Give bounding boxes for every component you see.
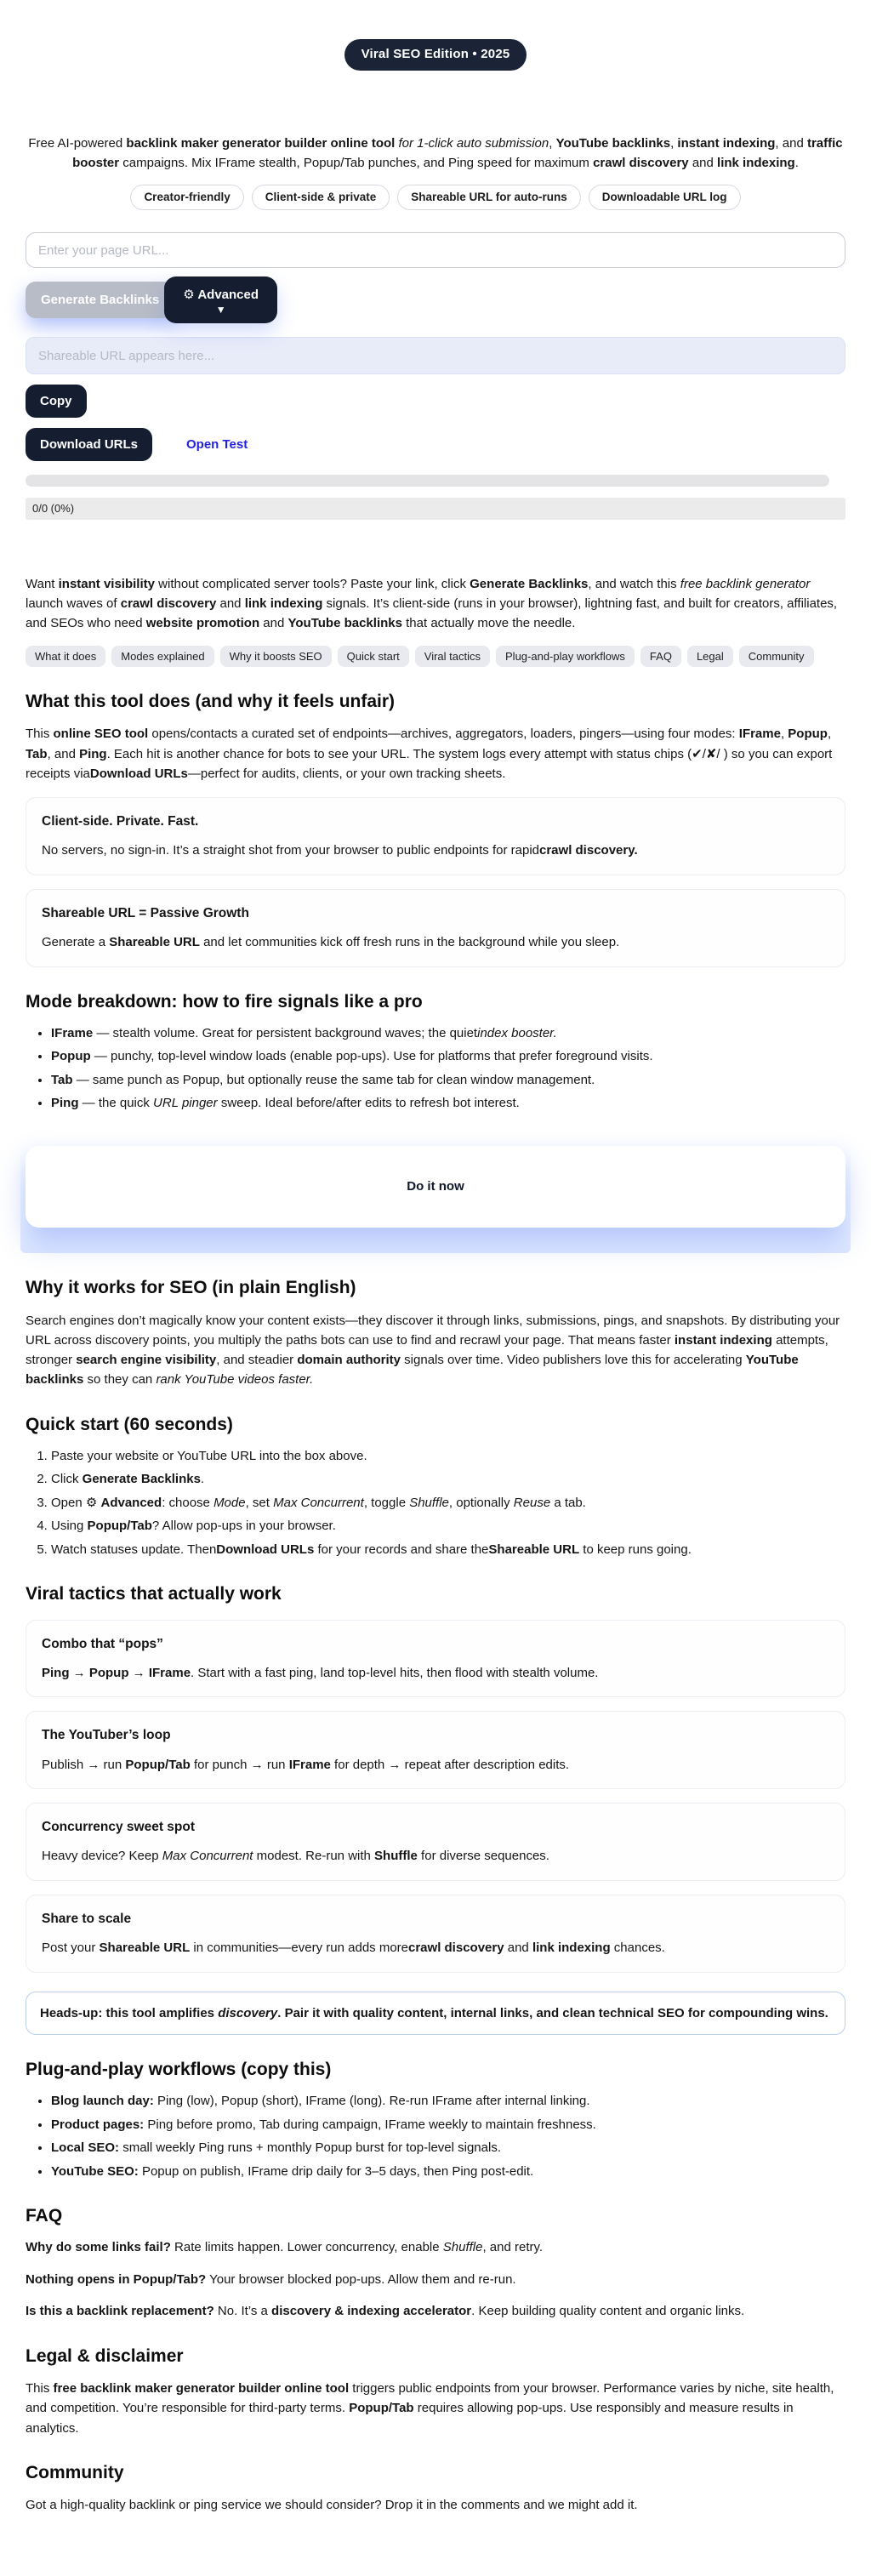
step-item-1: 1. Paste your website or YouTube URL into the box above.: [51, 1447, 845, 1467]
shareable-url-card-title: Shareable URL = Passive Growth: [42, 905, 249, 920]
tactic-title-youtuber-loop: The YouTuber’s loop: [42, 1728, 171, 1743]
chevron-down-icon: ▼: [215, 304, 226, 316]
download-row: [26, 428, 845, 461]
tactic-card-youtuber-loop: [26, 1711, 845, 1789]
download-urls-button[interactable]: Download URLs: [26, 428, 152, 461]
nav-chip-faq[interactable]: FAQ: [640, 646, 681, 668]
feature-chip-creator-friendly: Creator-friendly: [130, 185, 243, 210]
action-button-row: [26, 276, 845, 323]
copy-button[interactable]: Copy: [26, 385, 87, 418]
workflow-item-product: • Product pages: Ping before promo, Tab during campaign, IFrame weekly to maintain freshness.: [51, 2116, 845, 2135]
step-item-3: 3. Open ⚙ Advanced: choose Mode, set Max Concurrent, toggle Shuffle, optionally Reuse a tab.: [51, 1494, 845, 1513]
modes-list: [51, 1024, 845, 1114]
mode-item-popup: • Popup — punchy, top-level window loads (enable pop-ups). Use for platforms that prefer foreground visits.: [51, 1047, 845, 1067]
tactic-card-combo: [26, 1620, 845, 1698]
mode-item-tab: • Tab — same punch as Popup, but optionally reuse the same tab for clean window management.: [51, 1071, 845, 1091]
what-it-does-heading: What this tool does (and why it feels unfair): [26, 692, 396, 711]
status-text: 0/0 (0%): [26, 498, 845, 520]
why-heading: Why it works for SEO (in plain English): [26, 1278, 356, 1298]
copy-row: [26, 385, 845, 418]
community-text: Got a high-quality backlink or ping service we should consider? Drop it in the comments and we might add it.: [26, 2498, 638, 2512]
modes-heading: Mode breakdown: how to fire signals like a pro: [26, 991, 423, 1012]
faq-item-popup-blocked: Nothing opens in Popup/Tab? Your browser blocked pop-ups. Allow them and re-run.: [26, 2271, 516, 2287]
advanced-label-line: [183, 287, 259, 302]
client-side-card-title: Client-side. Private. Fast.: [42, 814, 199, 829]
nav-chip-legal[interactable]: Legal: [687, 646, 733, 668]
nav-chip-what-it-does[interactable]: What it does: [26, 646, 105, 668]
mode-item-iframe: • IFrame — stealth volume. Great for persistent background waves; the quietindex booster.: [51, 1024, 845, 1044]
feature-chip-shareable-url: Shareable URL for auto-runs: [397, 185, 581, 210]
generate-backlinks-button[interactable]: Generate Backlinks: [26, 282, 174, 318]
tactics-heading: Viral tactics that actually work: [26, 1584, 282, 1604]
progress-bar: [26, 475, 829, 487]
workflow-item-youtube: • YouTube SEO: Popup on publish, IFrame drip daily for 3–5 days, then Ping post-edit.: [51, 2163, 845, 2182]
nav-chip-viral-tactics[interactable]: Viral tactics: [415, 646, 490, 668]
open-test-link[interactable]: Open Test: [186, 436, 248, 452]
feature-chips: [26, 185, 845, 210]
nav-chip-modes-explained[interactable]: Modes explained: [111, 646, 213, 668]
nav-chip-quick-start[interactable]: Quick start: [338, 646, 409, 668]
workflows-list: [51, 2092, 845, 2181]
nav-chip-workflows[interactable]: Plug-and-play workflows: [496, 646, 635, 668]
feature-chip-client-side: Client-side & private: [252, 185, 390, 210]
step-item-5: 5. Watch statuses update. ThenDownload URLs for your records and share theShareable URL to keep runs going.: [51, 1541, 845, 1560]
url-input[interactable]: [26, 232, 845, 268]
faq-item-replacement: Is this a backlink replacement? No. It’s a discovery & indexing accelerator. Keep building quality content and organic links.: [26, 2304, 745, 2319]
gear-icon: ⚙: [183, 288, 195, 303]
heads-up-callout: Heads-up: this tool amplifies discovery. Pair it with quality content, internal links, and clean technical SEO for compounding wins.: [26, 1992, 845, 2035]
share-url-output[interactable]: [26, 337, 845, 374]
client-side-card-text: No servers, no sign-in. It’s a straight shot from your browser to public endpoints for rapidcrawl discovery.: [42, 843, 638, 858]
tactic-card-concurrency: [26, 1803, 845, 1881]
tactic-title-combo: Combo that “pops”: [42, 1636, 163, 1651]
tactic-card-share-to-scale: [26, 1895, 845, 1973]
mode-item-ping: • Ping — the quick URL pinger sweep. Ideal before/after edits to refresh bot interest.: [51, 1094, 845, 1114]
tactic-text-youtuber-loop: Publish → run Popup/Tab for punch → run IFrame for depth → repeat after description edits.: [42, 1757, 570, 1772]
workflows-heading: Plug-and-play workflows (copy this): [26, 2059, 332, 2079]
badge-row: [26, 39, 845, 71]
cta-section: [20, 1136, 851, 1254]
faq-item-links-fail: Why do some links fail? Rate limits happen. Lower concurrency, enable Shuffle, and retry.: [26, 2240, 544, 2255]
shareable-url-card-text: Generate a Shareable URL and let communities kick off fresh runs in the background while you sleep.: [42, 935, 620, 949]
step-item-2: 2. Click Generate Backlinks.: [51, 1470, 845, 1490]
step-item-4: 4. Using Popup/Tab? Allow pop-ups in your browser.: [51, 1517, 845, 1536]
shareable-url-card: [26, 889, 845, 967]
section-nav: [26, 646, 845, 668]
tactic-text-concurrency: Heavy device? Keep Max Concurrent modest. Re-run with Shuffle for diverse sequences.: [42, 1849, 549, 1864]
tactic-text-combo: Ping → Popup → IFrame. Start with a fast ping, land top-level hits, then flood with stealth volume.: [42, 1665, 599, 1680]
why-text: Search engines don’t magically know your content exists—they discover it through links, submissions, pings, and snapshots. By distributing your URL across discovery points, you multiply the paths bots can use to find and recrawl your page. That means faster instant indexing attempts, stronger search engine visibility, and steadier domain authority signals over time. Video publishers love this for accelerating YouTube backlinks so they can rank YouTube videos faster.: [26, 1313, 840, 1388]
community-heading: Community: [26, 2462, 124, 2482]
legal-text: This free backlink maker generator builder online tool triggers public endpoints from your browser. Performance varies by niche, site health, and competition. You’re responsible for third-party terms. Popup/Tab requires allowing pop-ups. Use responsibly and measure results in analytics.: [26, 2381, 834, 2436]
do-it-now-button[interactable]: Do it now: [26, 1146, 845, 1228]
intro-text: Free AI-powered backlink maker generator builder online tool for 1-click auto submission, YouTube backlinks, instant indexing, and traffic booster campaigns. Mix IFrame stealth, Popup/Tab punches, and Ping speed for maximum crawl discovery and link indexing.: [28, 135, 843, 170]
client-side-card: [26, 797, 845, 875]
workflow-item-blog: • Blog launch day: Ping (low), Popup (short), IFrame (long). Re-run IFrame after internal linking.: [51, 2092, 845, 2112]
tactic-text-share-to-scale: Post your Shareable URL in communities—every run adds morecrawl discovery and link indexing chances.: [42, 1941, 665, 1955]
feature-chip-downloadable-log: Downloadable URL log: [589, 185, 741, 210]
legal-heading: Legal & disclaimer: [26, 2345, 184, 2366]
nav-chip-community[interactable]: Community: [739, 646, 814, 668]
pitch-text: Want instant visibility without complicated server tools? Paste your link, click Generate Backlinks, and watch this free backlink generator launch waves of crawl discovery and link indexing signals. It’s client-side (runs in your browser), lightning fast, and built for creators, affiliates, and SEOs who need website promotion and YouTube backlinks that actually move the needle.: [26, 576, 838, 631]
quick-start-list: [51, 1447, 845, 1560]
faq-heading: FAQ: [26, 2206, 63, 2226]
advanced-label: Advanced: [197, 288, 259, 303]
edition-badge: Viral SEO Edition • 2025: [344, 39, 527, 71]
tactic-title-share-to-scale: Share to scale: [42, 1911, 132, 1926]
advanced-toggle-button[interactable]: [164, 276, 277, 323]
nav-chip-why-it-boosts-seo[interactable]: Why it boosts SEO: [220, 646, 332, 668]
workflow-item-local: • Local SEO: small weekly Ping runs + monthly Popup burst for top-level signals.: [51, 2139, 845, 2158]
tactic-title-concurrency: Concurrency sweet spot: [42, 1820, 196, 1834]
what-it-does-text: This online SEO tool opens/contacts a curated set of endpoints—archives, aggregators, loaders, pingers—using four modes: IFrame, Popup, Tab, and Ping. Each hit is another chance for bots to see your URL. The system logs every attempt with status chips (✔/✘/ ) so you can export receipts viaDownload URLs—perfect for audits, clients, or your own tracking sheets.: [26, 727, 833, 781]
tool-panel: [26, 232, 845, 520]
quick-start-heading: Quick start (60 seconds): [26, 1414, 233, 1434]
